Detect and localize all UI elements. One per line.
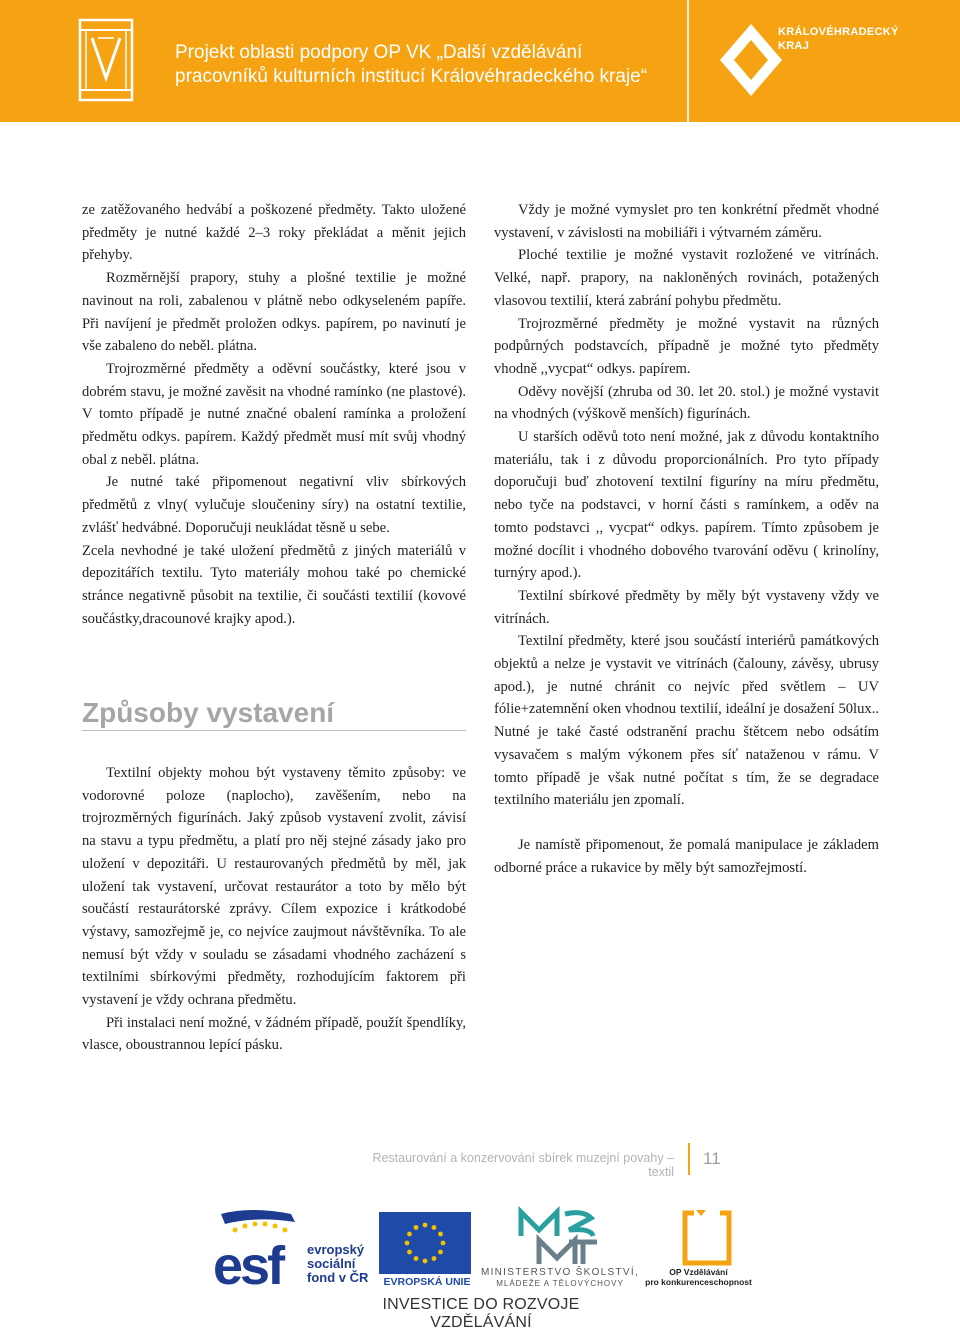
left-paragraph-1: ze zatěžovaného hedvábí a poškozené předměty. Takto uložené předměty je nutné každé 2–3 roky překládat a měnit jejich přehyby. <box>82 202 466 264</box>
right-paragraph-6: Textilní sbírkové předměty by měly být vystaveny vždy ve vitrínách. <box>494 587 879 627</box>
right-paragraph-8: Je namístě připomenout, že pomalá manipulace je základem odborné práce a rukavice by měly být samozřejmostí. <box>494 836 879 876</box>
esf-letters: esf <box>213 1236 283 1296</box>
project-logo-icon <box>78 18 134 102</box>
running-title: Restaurování a konzervování sbírek muzejní povahy – textil <box>372 1151 674 1179</box>
region-name <box>778 25 928 53</box>
left-paragraph-5: Zcela nevhodné je také uložení předmětů z jiných materiálů v depozitářích textilu. Tyto materiály mohou také po chemické stránce negativně působit na textilie, či součásti textilií (kovové součástky,dracounové krajky apod.). <box>82 542 466 627</box>
section-heading-block <box>82 696 466 731</box>
esf-label <box>307 1243 368 1285</box>
section-paragraph-2: Při instalaci není možné, v žádném případě, použít špendlíky, vlasce, oboustrannou lepící pásku. <box>82 1014 466 1054</box>
left-paragraph-4: Je nutné také připomenout negativní vliv sbírkových předmětů z vlny( vylučuje sloučeniny síry) na ostatní textilie, zvlášť hedvábné. Doporučuji neukládat těsně u sebe. <box>82 474 466 536</box>
right-paragraph-5: U starších oděvů toto není možné, jak z důvodu kontaktního materiálu, tak i z důvodu proporcionálních. Pro tyto případy doporučuji buď zhotovení textilní figuríny na míru předmětu, nebo tyče na podstavci, v horní části s ramínkem, a oděv na tomto podstavci ,, vycpat“ odkys. papírem. Tímto způsobem je možné docílit i vhodného dobového tvarování oděvu ( krinolíny, turnýry apod.). <box>494 429 879 582</box>
region-name-line1: KRÁLOVÉHRADECKÝ <box>778 26 899 38</box>
project-title-line2: pracovníků kulturních institucí Královéhradeckého kraje“ <box>175 66 648 87</box>
section-title: Způsoby vystavení <box>82 697 335 728</box>
eu-flag-icon <box>379 1212 471 1274</box>
region-name-line2: KRAJ <box>778 40 810 52</box>
project-title-line1: Projekt oblasti podpory OP VK „Další vzdělávání <box>175 42 583 63</box>
region-logo-icon <box>716 20 786 100</box>
section-body <box>82 762 466 1057</box>
left-column <box>82 199 466 630</box>
esf-label-line2: sociální <box>307 1256 356 1271</box>
esf-label-line1: evropský <box>307 1242 365 1257</box>
msmt-logo-icon <box>519 1208 599 1266</box>
investice-slogan: INVESTICE DO ROZVOJE VZDĚLÁVÁNÍ <box>382 1296 580 1331</box>
eu-label: EVROPSKÁ UNIE <box>383 1276 471 1288</box>
opvk-logo-icon <box>682 1210 732 1266</box>
msmt-label-line1: MINISTERSTVO ŠKOLSTVÍ, <box>480 1267 640 1278</box>
page-number: 11 <box>703 1149 721 1168</box>
left-paragraph-3: Trojrozměrné předměty a oděvní součástky, které jsou v dobrém stavu, je možné zavěsit na vhodné ramínko (ne plastové). V tomto případě je nutné značné obalení ramínka a proložení předmětu odkys. papírem. Každý předmět musí mít svůj vhodný obal z neběl. plátna. <box>82 360 466 468</box>
opvk-label <box>636 1267 761 1287</box>
right-column <box>494 199 879 879</box>
right-paragraph-7: Textilní předměty, které jsou součástí interiérů památkových objektů a nelze je vystavit ve vitrínách (čalouny, závěsy, ubrusy apod.), je nutné chránit co nejvíc před světlem – UV fólie+zatemnění oken vhodnou textilií, ideální je dosažení 50lux.. Nutné je také časté odstranění prachu štětcem nebo odsátím vysavačem s malým výkonem přes síť nataženou v rámu. V tomto případě je však nutné počítat s tím, že se degradace textilního materiálu jen zpomalí. <box>494 633 879 809</box>
section-paragraph-1: Textilní objekty mohou být vystaveny těmito způsoby: ve vodorovné poloze (naplocho), zavěšením, nebo na trojrozměrných figurínách. Jaký způsob vystavení zvolit, závisí na stavu a typu předmětu, a platí pro něj stejné zásady jako pro uložení v depozitáři. U restaurovaných předmětů by měl, jak uložení tak vystavení, určovat restaurátor a toto by mělo být součástí restaurátorské zprávy. Cílem expozice i krátkodobé výstavy, samozřejmě je, co nejvíce zaujmout návštěvníka. To ale nemusí být vždy v souladu se zásadami vhodného zacházení s textilními sbírkovými předměty, rozhodujícím faktorem při vystavení je vždy ochrana předmětu. <box>82 765 466 1009</box>
opvk-label-line1: OP Vzdělávání <box>669 1267 728 1277</box>
esf-label-line3: fond v ČR <box>307 1270 369 1285</box>
page-header <box>0 0 960 122</box>
msmt-label-line2: MLÁDEŽE A TĚLOVÝCHOVY <box>496 1279 624 1288</box>
project-title <box>175 41 675 89</box>
opvk-label-line2: pro konkurenceschopnost <box>645 1277 752 1287</box>
header-divider <box>687 0 689 122</box>
right-paragraph-3: Trojrozměrné předměty je možné vystavit na různých podpůrných podstavcích, případně je možné tyto předměty vhodně ,,vycpat“ odkys. papírem. <box>494 315 879 377</box>
section-rule <box>82 730 466 731</box>
right-paragraph-4: Oděvy novější (zhruba od 30. let 20. stol.) je možné vystavit na vhodných (výškově menších) figurínách. <box>494 383 879 423</box>
left-paragraph-2: Rozměrnější prapory, stuhy a plošné textilie je možné navinout na roli, zabalenou v plátně nebo odkyseleném papíře. Při navíjení je předmět proložen odkys. papírem, po navinutí je vše zabaleno do neběl. plátna. <box>82 270 466 355</box>
right-paragraph-2: Ploché textilie je možné vystavit rozložené ve vitrínách. Velké, např. prapory, na nakloněných rovinách, potažených vlasovou textilií, která zabrání pohybu předmětu. <box>494 247 879 309</box>
right-paragraph-1: Vždy je možné vymyslet pro ten konkrétní předmět vhodné vystavení, v závislosti na mobiliáři i výtvarném záměru. <box>494 202 879 241</box>
footer-divider <box>688 1143 690 1175</box>
